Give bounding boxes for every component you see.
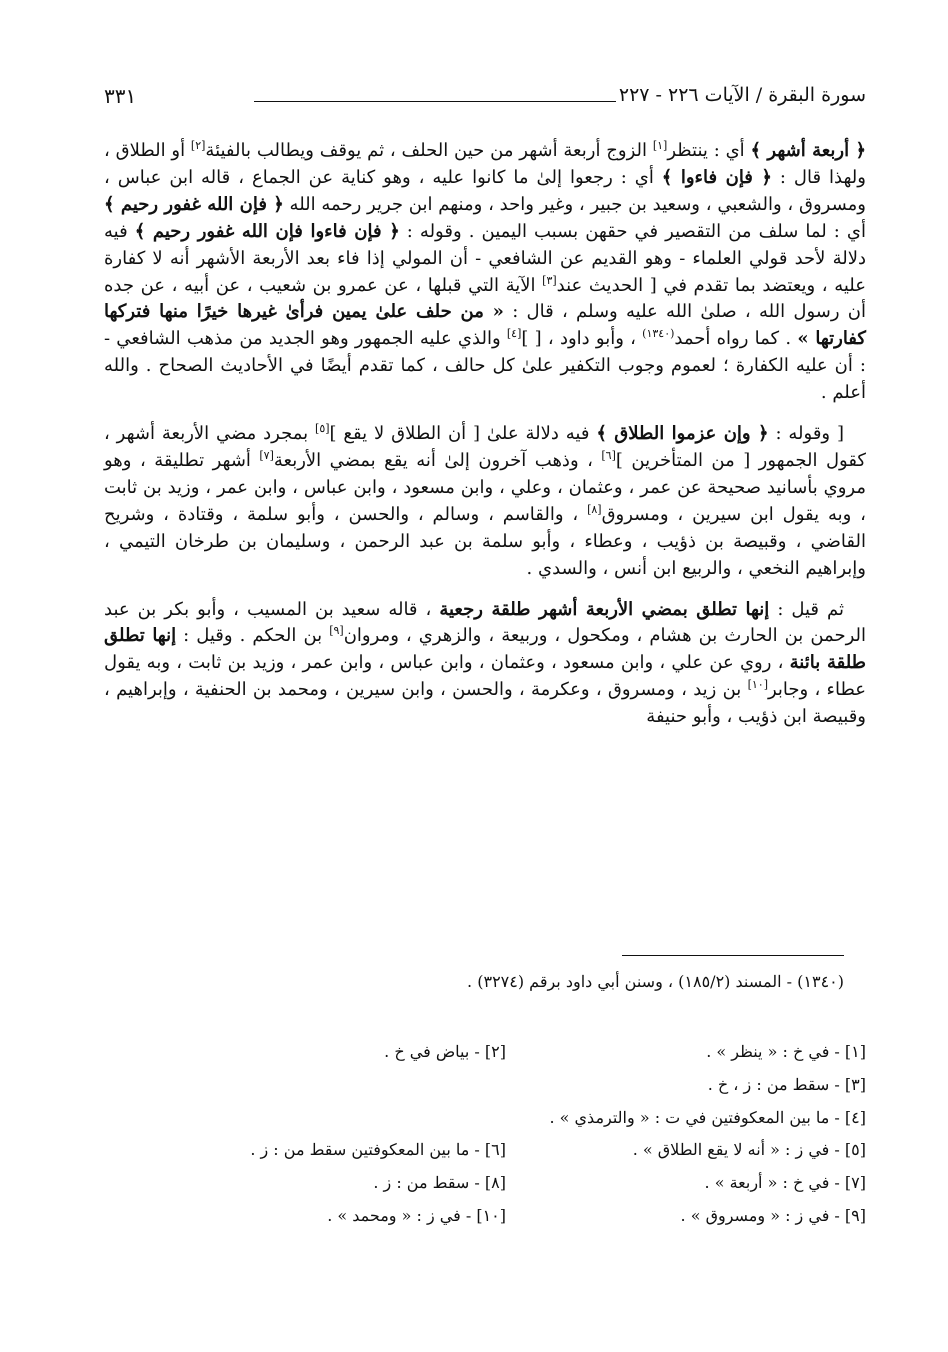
variant-note: [٩] - في ز : « ومسروق » .	[680, 1205, 866, 1225]
variant-note: [٨] - سقط من : ز .	[373, 1173, 506, 1193]
variant-note	[146, 1102, 506, 1135]
text-run: ]	[521, 328, 529, 350]
footnote-ref: [٨]	[587, 502, 602, 516]
variant-note: [٦] - ما بين المعكوفتين سقط من : ز .	[250, 1140, 506, 1160]
text-run: ثم قيل :	[769, 598, 845, 620]
text-run: بن الحكم . وقيل :	[176, 625, 330, 647]
text-run: الزوج أربعة أشهر من حين الحلف ، ثم يوقف ويطالب بالفيئة	[205, 140, 653, 161]
text-run: ، روي عن علي ، وابن مسعود ، وعثمان ، وابن عباس ، وابن عمر ، وزيد بن ثابت ، وبه يقول عطاء ، وجابر	[104, 652, 866, 701]
text-run: ، وذهب آخرون إلىٰ أنه يقع بمضي الأربعة	[273, 449, 602, 471]
variant-note: [٤] - ما بين المعكوفتين في ت : « والترمذي » .	[549, 1107, 866, 1127]
text-run: والذي عليه الجمهور وهو الجديد من مذهب الشافعي - : أن عليه الكفارة ؛ لعموم وجوب التكفير علىٰ كل حالف ، كما تقدم أيضًا في الأحاديث الصحاح . والله أعلم .	[104, 328, 866, 404]
variant-row	[146, 1200, 866, 1233]
quran-phrase: ﴿ فإن فاءوا فإن الله غفور رحيم ﴾	[134, 220, 400, 242]
variant-note: [٥] - في ز : « أنه لا يقع الطلاق » .	[632, 1140, 866, 1160]
variant-row	[146, 1036, 866, 1069]
paragraph-1	[104, 138, 866, 407]
variant-note	[146, 1069, 506, 1102]
footnote-separator	[622, 955, 844, 956]
footnote-ref: [٧]	[259, 448, 274, 462]
main-text	[104, 138, 866, 731]
variant-note: [١] - في خ : « ينظر » .	[706, 1042, 866, 1061]
text-run: بن زيد ، ومسروق ، وعكرمة ، والحسن ، وابن سيرين ، ومحمد بن الحنفية ، وإبراهيم ، وقبيصة ابن ذؤيب ، وأبو حنيفة	[104, 679, 866, 728]
text-run: . كما رواه أحمد	[674, 328, 798, 350]
footnote-ref: [٦]	[601, 448, 616, 462]
variant-note: [٣] - سقط من : ز ، خ .	[707, 1074, 866, 1094]
header-title: سورة البقرة / الآيات ٢٢٦ - ٢٢٧	[618, 84, 866, 106]
text-run: أشهر تطليقة ، وهو مروي بأسانيد صحيحة عن عمر ، وعثمان ، وعلي ، وابن مسعود ، وابن عباس ، وابن عمر ، وزيد بن ثابت ، وبه يقول ابن سيرين ، ومسروق	[104, 449, 866, 525]
header-rule	[254, 101, 616, 102]
page-number: ٣٣١	[104, 84, 137, 108]
text-run: ، وأبو داود ، [	[528, 328, 643, 350]
footnote-ref: [١٠]	[747, 678, 768, 692]
footnote-ref: (١٣٤٠)	[642, 327, 675, 341]
footnote-ref: [٤]	[506, 327, 522, 341]
variant-notes	[146, 1036, 866, 1233]
bold-phrase: إنها تطلق بمضي الأربعة أشهر طلقة رجعية	[439, 598, 770, 620]
text-run: ، قاله سعيد بن المسيب ، وأبو بكر بن عبد الرحمن بن الحارث بن هشام ، ومكحول ، وربيعة ، والزهري ، ومروان	[104, 598, 866, 647]
text-run: فيه دلالة لأحد قولي العلماء - وهو القديم عن الشافعي - أن المولي إذا فاء بعد الأربعة الأشهر أنه لا كفارة عليه ، ويعتضد بما تقدم في [ الحديث عند	[104, 220, 866, 296]
text-run: أو الطلاق ، ولهذا قال :	[104, 140, 866, 188]
variant-row	[146, 1167, 866, 1200]
footnote-ref: [١]	[652, 139, 668, 152]
variant-note: [١٠] - في ز : « ومحمد » .	[327, 1205, 506, 1225]
text-run: [ وقوله :	[768, 423, 845, 445]
text-run: بمجرد مضي الأربعة أشهر ، كقول الجمهور [ من المتأخرين ]	[104, 423, 866, 471]
text-run: الآية التي قبلها ، عن عمرو بن شعيب ، عن أبيه ، عن جده أن رسول الله ، صلىٰ الله عليه وسلم ، قال :	[104, 274, 867, 323]
variant-row	[146, 1102, 866, 1135]
quran-phrase: ﴿ فإن الله غفور رحيم ﴾	[104, 193, 284, 215]
hadith-quote: « من حلف علىٰ يمين فرأىٰ غيرها خيرًا منها فتركها كفارتها »	[104, 301, 866, 350]
text-run: ، والقاسم ، وسالم ، والحسن ، وأبو سلمة ، وقتادة ، وشريح القاضي ، وقبيصة بن ذؤيب ، وعطاء ، وأبو سلمة بن عبد الرحمن ، وسليمان بن طرخان التيمي ، وإبراهيم النخعي ، والربيع ابن أنس ، والسدي .	[104, 503, 866, 579]
paragraph-3	[104, 597, 866, 732]
text-run: أي : ينتظر	[667, 140, 751, 161]
running-header	[104, 82, 866, 116]
text-run: فيه دلالة علىٰ [ أن الطلاق لا يقع ]	[329, 423, 597, 445]
footnote-ref: [٩]	[329, 624, 344, 638]
quran-phrase: ﴿ وإن عزموا الطلاق ﴾	[596, 423, 769, 445]
variant-note: [٧] - في خ : « أربعة » .	[704, 1173, 866, 1193]
variant-row	[146, 1134, 866, 1167]
bold-phrase: إنها تطلق طلقة بائنة	[104, 625, 866, 674]
paragraph-2	[104, 421, 866, 582]
variant-note: [٢] - بياض في خ .	[384, 1042, 506, 1061]
quran-phrase: ﴿ فإن فاءوا ﴾	[661, 166, 772, 188]
footnote-ref: [٣]	[542, 273, 557, 287]
footnote-ref: [٢]	[190, 139, 206, 152]
text-run: أي : رجعوا إلىٰ ما كانوا عليه ، وهو كناية عن الجماع ، قاله ابن عباس ، ومسروق ، والشعبي ، وسعيد بن جبير ، وغير واحد ، ومنهم ابن جرير رحمه الله	[104, 166, 866, 215]
hadith-footnote: (١٣٤٠) - المسند (١٨٥/٢) ، وسنن أبي داود برقم (٣٢٧٤) .	[467, 972, 844, 991]
quran-phrase: ﴿ أربعة أشهر ﴾	[750, 140, 867, 161]
text-run: أي : لما سلف من التقصير في حقهن بسبب اليمين . وقوله :	[399, 220, 866, 242]
variant-row	[146, 1069, 866, 1102]
footnote-ref: [٥]	[315, 422, 330, 436]
